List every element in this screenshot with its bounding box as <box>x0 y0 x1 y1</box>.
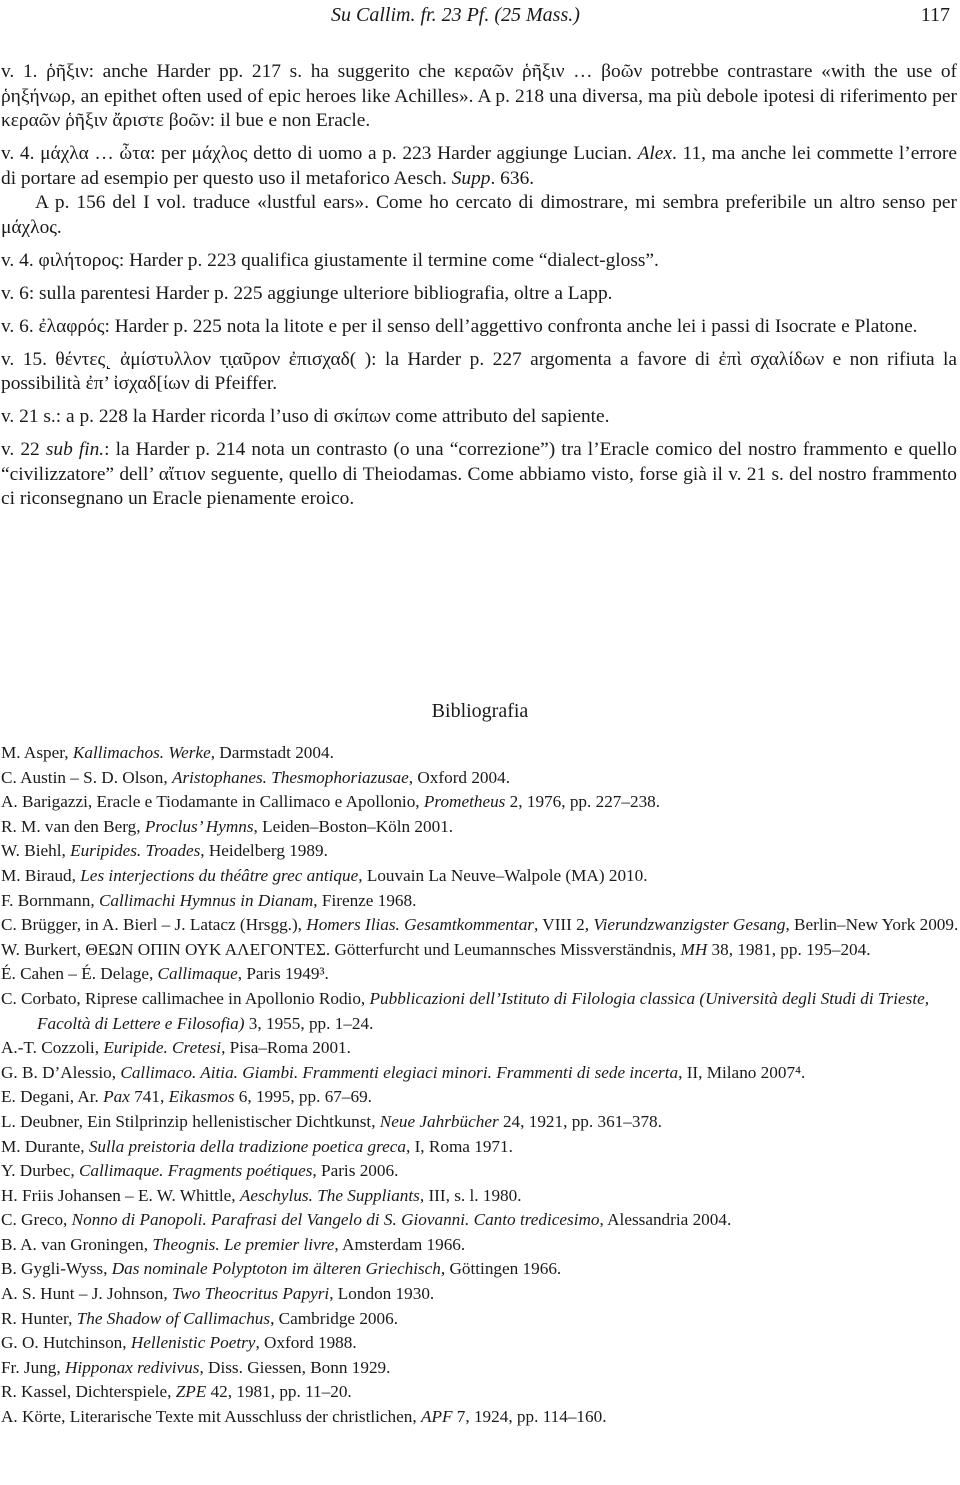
text-segment: H. Friis Johansen – E. W. Whittle, <box>1 1185 240 1205</box>
bibliography-heading <box>0 700 960 723</box>
bibliography-title: Bibliografia <box>431 700 529 722</box>
bibliography-entry <box>1 766 959 791</box>
text-segment: , VIII 2, <box>534 915 594 935</box>
commentary-note: v. 15. θέντες˻ ἀμίστυλλον τ̣ι̣αῦρον ἐπισχαδ( ): la Harder p. 227 argomenta a favore di ἐπὶ σχαλίδων e non rifiuta la possibilità ἐπ’ ἰσχαδ[ίων di Pfeiffer. <box>1 348 957 394</box>
commentary-note: v. 1. ῥῆξιν: anche Harder pp. 217 s. ha suggerito che κεραῶν ῥῆξιν … βοῶν potrebbe contrastare «with the use of ῥηξήνωρ, an epithet often used of epic heroes like Achilles». A p. 218 una diversa, ma più debole ipotesi di riferimento per κεραῶν ῥῆξιν ἄριστε βοῶν: il bue e non Eracle. <box>1 61 957 131</box>
text-segment: 38, 1981, pp. 195–204. <box>707 939 871 959</box>
commentary-note <box>1 142 957 191</box>
running-title: Su Callim. fr. 23 Pf. (25 Mass.) <box>331 4 580 26</box>
italic-segment: Theognis. Le premier livre <box>152 1234 335 1254</box>
italic-segment: Pax <box>103 1087 130 1107</box>
bibliography-entry <box>1 864 959 889</box>
text-segment: : la Harder p. 214 nota un contrasto (o una “correzione”) tra l’Eracle comico del nostro frammento e quello “civilizzatore” dell’ αἴτιον seguente, quello di Theiodamas. Come abbiamo visto, forse già il v. 21 s. del nostro frammento ci riconsegnano un Eracle pienamente eroico. <box>1 439 957 509</box>
bibliography-entry <box>1 1036 959 1061</box>
text-segment: G. B. D’Alessio, <box>1 1062 121 1082</box>
bibliography-entry <box>1 913 959 938</box>
bibliography-entry <box>1 1257 959 1282</box>
text-segment: M. Biraud, <box>1 865 81 885</box>
bibliography-entry <box>1 889 959 914</box>
bibliography-entry <box>1 938 959 963</box>
bibliography-entry <box>1 1061 959 1086</box>
bibliography-entry <box>1 1135 959 1160</box>
text-segment: É. Cahen – É. Delage, <box>1 964 158 984</box>
italic-segment: Hellenistic Poetry <box>130 1333 256 1353</box>
italic-segment: Callimaco. Aitia. Giambi. Frammenti elegiaci minori. Frammenti di sede incerta <box>120 1062 679 1082</box>
text-segment: , Louvain La Neuve–Walpole (MA) 2010. <box>358 865 648 885</box>
text-segment: C. Corbato, Riprese callimachee in Apollonio Rodio, <box>1 988 370 1008</box>
italic-segment: Supp <box>451 167 491 189</box>
italic-segment: Proclus’ Hymns <box>144 816 254 836</box>
italic-segment: Vierundzwanzigster Gesang <box>593 915 786 935</box>
text-segment: F. Bornmann, <box>1 890 99 910</box>
text-segment: M. Durante, <box>1 1136 89 1156</box>
italic-segment: The Shadow of Callimachus <box>76 1308 271 1328</box>
italic-segment: Euripides. Troades <box>70 841 201 861</box>
text-segment: , London 1930. <box>329 1284 435 1304</box>
commentary-note: A p. 156 del I vol. traduce «lustful ears». Come ho cercato di dimostrare, mi sembra preferibile un altro senso per μάχλος. <box>1 192 957 238</box>
text-segment: , Amsterdam 1966. <box>334 1234 466 1254</box>
italic-segment: Hipponax redivivus <box>65 1357 200 1377</box>
text-segment: , Oxford 2004. <box>408 767 510 787</box>
text-segment: C. Austin – S. D. Olson, <box>1 767 172 787</box>
text-segment: B. Gygli-Wyss, <box>1 1259 112 1279</box>
italic-segment: Les interjections du théâtre grec antique <box>80 865 359 885</box>
bibliography-entry <box>1 1159 959 1184</box>
text-segment: . 636. <box>490 167 535 189</box>
text-segment: E. Degani, Ar. <box>1 1087 104 1107</box>
text-segment: 42, 1981, pp. 11–20. <box>206 1382 352 1402</box>
bibliography-entry <box>1 839 959 864</box>
italic-segment: Neue Jahrbücher <box>379 1111 499 1131</box>
commentary-note: v. 4. φιλήτορος: Harder p. 223 qualifica giustamente il termine come “dialect-gloss”. <box>1 249 659 271</box>
text-segment: , I, Roma 1971. <box>405 1136 513 1156</box>
text-segment: C. Greco, <box>1 1210 72 1230</box>
text-segment: M. Asper, <box>1 743 73 762</box>
text-segment: , Alessandria 2004. <box>599 1210 732 1230</box>
text-segment: , Pisa–Roma 2001. <box>221 1038 351 1058</box>
italic-segment: Homers Ilias. Gesamtkommentar <box>306 915 534 935</box>
text-segment: , Paris 2006. <box>312 1161 399 1181</box>
commentary-notes <box>1 60 957 520</box>
text-segment: R. M. van den Berg, <box>1 816 145 836</box>
text-segment: 7, 1924, pp. 114–160. <box>452 1407 607 1427</box>
text-segment: 6, 1995, pp. 67–69. <box>234 1087 372 1107</box>
bibliography-entry <box>1 987 959 1036</box>
italic-segment: Alex <box>637 143 673 164</box>
text-segment: , Firenze 1968. <box>313 890 417 910</box>
bibliography-entry <box>1 1110 959 1135</box>
text-segment: L. Deubner, Ein Stilprinzip hellenistischer Dichtkunst, <box>1 1111 380 1131</box>
text-segment: v. 4. μάχλα … ὦτα: per μάχλος detto di uomo a p. 223 Harder aggiunge Lucian. <box>1 143 638 164</box>
text-segment: W. Biehl, <box>1 841 71 861</box>
bibliography-entry <box>1 741 959 766</box>
italic-segment: Pubblicazioni dell’Istituto di Filologia classica (Università degli Studi di Trieste, Facoltà di Lettere e Filosofia) <box>37 988 930 1033</box>
text-segment: 24, 1921, pp. 361–378. <box>498 1111 662 1131</box>
italic-segment: Euripide. Cretesi <box>103 1038 222 1058</box>
italic-segment: MH <box>680 939 708 959</box>
text-segment: , Oxford 1988. <box>255 1333 357 1353</box>
text-segment: R. Kassel, Dichterspiele, <box>1 1382 176 1402</box>
text-segment: v. 22 <box>1 439 46 460</box>
italic-segment: Aristophanes. Thesmophoriazusae <box>171 767 409 787</box>
text-segment: , II, Milano 2007⁴. <box>678 1062 806 1082</box>
commentary-note: v. 6: sulla parentesi Harder p. 225 aggiunge ulteriore bibliografia, oltre a Lapp. <box>1 282 613 304</box>
text-segment: , Darmstadt 2004. <box>210 743 334 762</box>
text-segment: , Diss. Giessen, Bonn 1929. <box>199 1357 391 1377</box>
text-segment: , Heidelberg 1989. <box>200 841 328 861</box>
bibliography-entry <box>1 1208 959 1233</box>
italic-segment: Kallimachos. Werke <box>72 743 211 762</box>
text-segment: A. Barigazzi, Eracle e Tiodamante in Callimaco e Apollonio, <box>1 792 424 812</box>
commentary-note: v. 21 s.: a p. 228 la Harder ricorda l’uso di σκίπων come attributo del sapiente. <box>1 406 610 427</box>
text-segment: , Paris 1949³. <box>237 964 329 984</box>
bibliography-entry <box>1 962 959 987</box>
bibliography-entry <box>1 1085 959 1110</box>
bibliography-entry <box>1 1184 959 1209</box>
bibliography-entry <box>1 1380 959 1405</box>
text-segment: 2, 1976, pp. 227–238. <box>505 792 661 812</box>
text-segment: 3, 1955, pp. 1–24. <box>244 1013 374 1033</box>
text-segment: Y. Durbec, <box>1 1161 79 1181</box>
text-segment: Fr. Jung, <box>1 1357 65 1377</box>
text-segment: A.-T. Cozzoli, <box>1 1038 104 1058</box>
italic-segment: Two Theocritus Papyri <box>171 1284 330 1304</box>
page-number: 117 <box>920 4 950 26</box>
text-segment: C. Brügger, in A. Bierl – J. Latacz (Hrsgg.), <box>1 915 307 935</box>
bibliography-entry <box>1 1356 959 1381</box>
italic-segment: ZPE <box>175 1382 207 1402</box>
italic-segment: Callimachi Hymnus in Dianam <box>98 890 314 910</box>
text-segment: A. S. Hunt – J. Johnson, <box>1 1284 172 1304</box>
italic-segment: Das nominale Polyptoton im älteren Griechisch <box>111 1259 441 1279</box>
italic-segment: sub fin. <box>45 439 105 460</box>
page-header <box>0 4 960 32</box>
text-segment: G. O. Hutchinson, <box>1 1333 131 1353</box>
text-segment: W. Burkert, ΘΕΩΝ ΟΠΙΝ ΟΥΚ ΑΛΕΓΟΝΤΕΣ. Götterfurcht und Leumannsches Missverständnis, <box>1 939 681 959</box>
italic-segment: Sulla preistoria della tradizione poetica greca <box>88 1136 406 1156</box>
italic-segment: Prometheus <box>423 792 506 812</box>
commentary-note: v. 6. ἐλαφρός: Harder p. 225 nota la litote e per il senso dell’aggettivo confronta anche lei i passi di Isocrate e Platone. <box>1 315 918 337</box>
italic-segment: APF <box>420 1407 453 1427</box>
bibliography-entry <box>1 815 959 840</box>
text-segment: . 11, ma anche lei commette l’errore di portare ad esempio per questo uso il metaforico Aesch. <box>1 143 958 189</box>
text-segment: , Cambridge 2006. <box>270 1308 399 1328</box>
italic-segment: Aeschylus. The Suppliants <box>239 1185 420 1205</box>
bibliography-entry <box>1 790 959 815</box>
text-segment: B. A. van Groningen, <box>1 1234 153 1254</box>
bibliography-entry <box>1 1405 959 1430</box>
bibliography-entry <box>1 1331 959 1356</box>
italic-segment: Callimaque. Fragments poétiques <box>78 1161 313 1181</box>
text-segment: , III, s. l. 1980. <box>419 1185 522 1205</box>
text-segment: R. Hunter, <box>1 1308 77 1328</box>
text-segment: A. Körte, Literarische Texte mit Ausschluss der christlichen, <box>1 1407 421 1427</box>
bibliography-entry <box>1 1233 959 1258</box>
italic-segment: Eikasmos <box>168 1087 235 1107</box>
commentary-note <box>1 438 957 512</box>
italic-segment: Callimaque <box>157 964 238 984</box>
bibliography-entry <box>1 1282 959 1307</box>
bibliography-list <box>1 741 959 1430</box>
text-segment: , Berlin–New York 2009. <box>785 915 959 935</box>
text-segment: 741, <box>129 1087 169 1107</box>
text-segment: , Leiden–Boston–Köln 2001. <box>253 816 454 836</box>
bibliography-entry <box>1 1307 959 1332</box>
italic-segment: Nonno di Panopoli. Parafrasi del Vangelo di S. Giovanni. Canto tredicesimo <box>71 1210 600 1230</box>
text-segment: , Göttingen 1966. <box>440 1259 562 1279</box>
